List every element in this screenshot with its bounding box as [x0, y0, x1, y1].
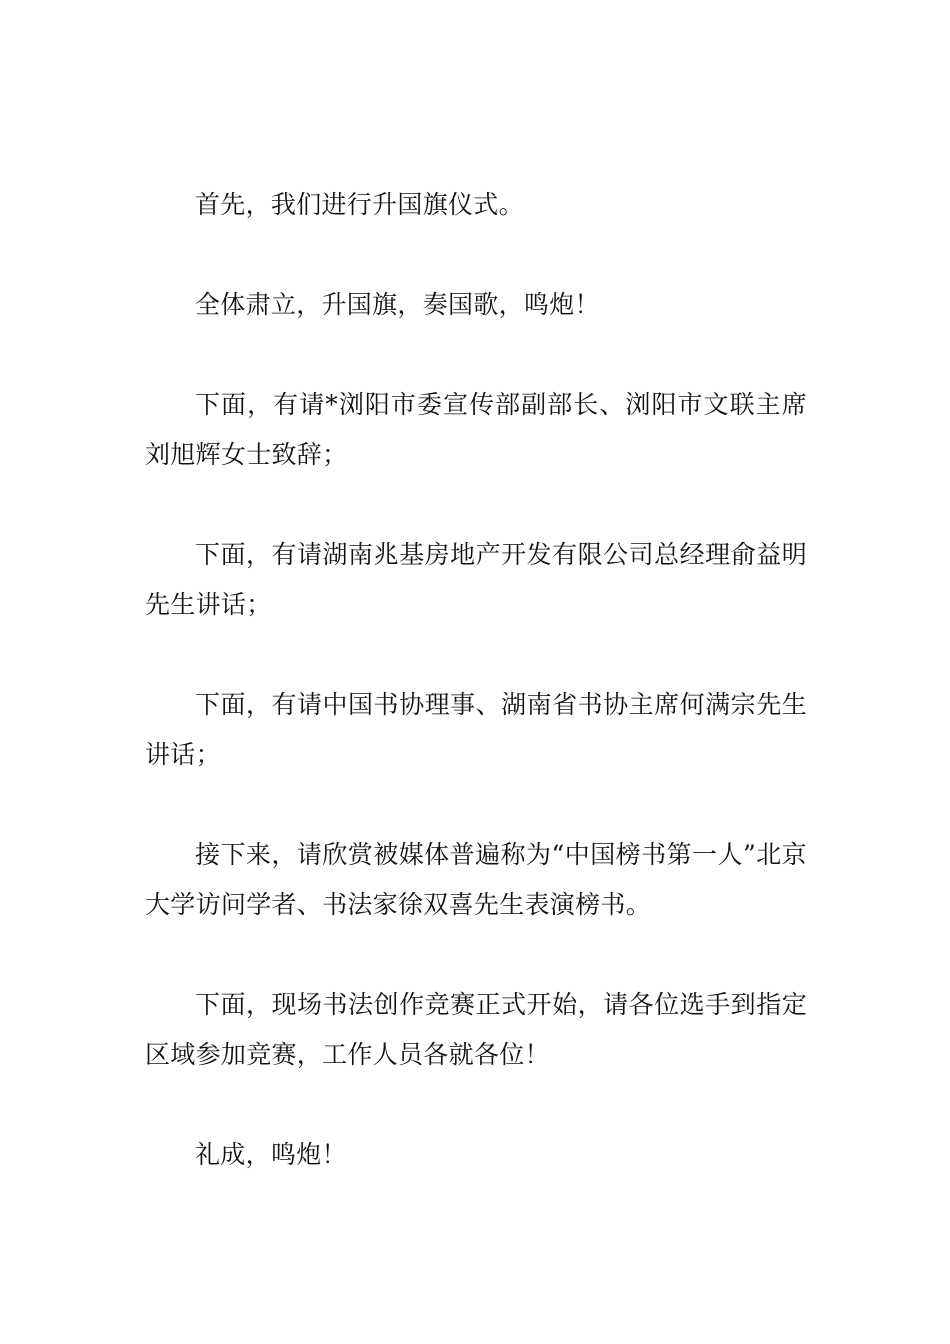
paragraph-closing: 礼成，鸣炮！: [195, 1140, 347, 1169]
paragraph-anthem: 全体肃立，升国旗，奏国歌，鸣炮！: [195, 290, 600, 319]
paragraph-flag-raising: 首先，我们进行升国旗仪式。: [195, 190, 524, 219]
paragraph-speech-liu: 下面，有请*浏阳市委宣传部副部长、浏阳市文联主席刘旭辉女士致辞；: [145, 390, 807, 469]
paragraph-calligraphy-show: 接下来，请欣赏被媒体普遍称为“中国榜书第一人”北京大学访问学者、书法家徐双喜先生表演榜书。: [145, 840, 807, 919]
paragraph-speech-he: 下面，有请中国书协理事、湖南省书协主席何满宗先生讲话；: [145, 690, 807, 769]
paragraph-competition-start: 下面，现场书法创作竞赛正式开始，请各位选手到指定区域参加竞赛，工作人员各就各位！: [145, 990, 807, 1069]
document-body: [145, 180, 807, 1230]
paragraph-speech-yu: 下面，有请湖南兆基房地产开发有限公司总经理俞益明先生讲话；: [145, 540, 807, 619]
